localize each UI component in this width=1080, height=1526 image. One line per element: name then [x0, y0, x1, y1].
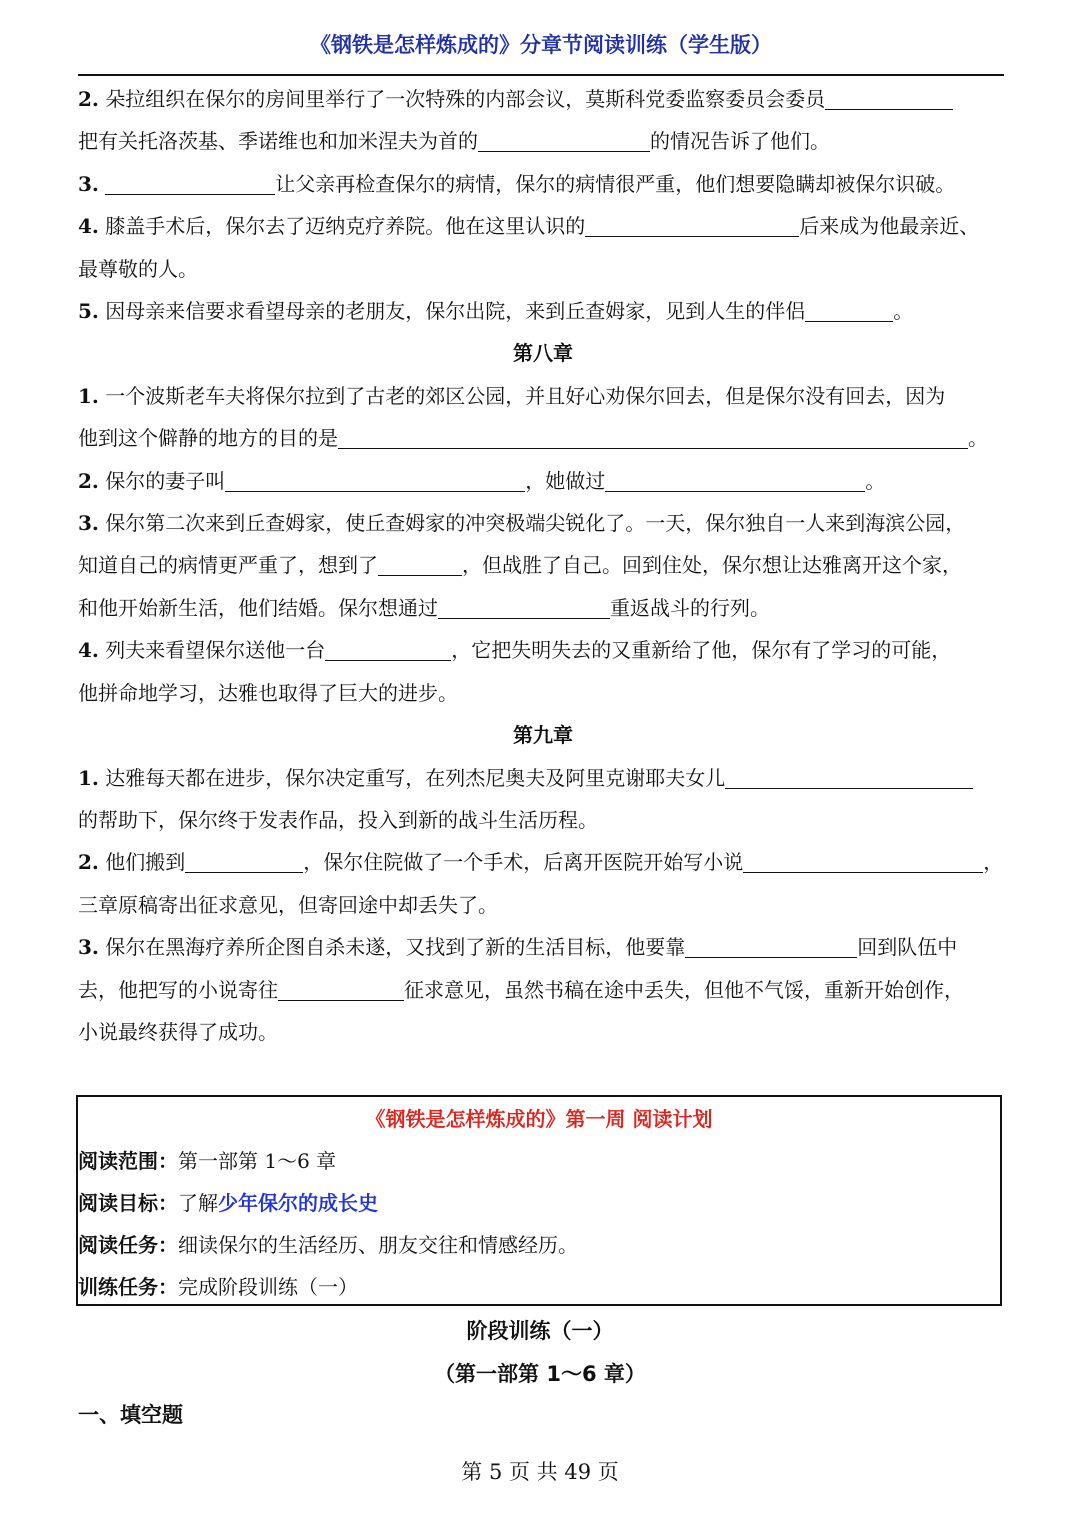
page-number: 第 5 页 共 49 页: [461, 1460, 619, 1484]
question-text: 列夫来看望保尔送他一台: [105, 638, 326, 663]
stage-title: 阶段训练（一）: [466, 1319, 614, 1343]
question-number: 1.: [78, 383, 99, 408]
question-text: 征求意见，虽然书稿在途中丢失，但他不气馁，重新开始创作，: [404, 977, 964, 1002]
answer-blank[interactable]: [825, 87, 953, 110]
question-ch7-4-cont: [78, 248, 1008, 290]
stage-subtitle: （第一部第 1～6 章）: [434, 1362, 646, 1386]
question-ch9-1: [78, 757, 1008, 799]
question-text: ，保尔住院做了一个手术，后离开医院开始写小说: [303, 850, 744, 875]
question-text: ，她做过: [525, 468, 606, 493]
question-ch9-1-cont: [78, 799, 1008, 841]
question-text: 他拼命地学习，达雅也取得了巨大的进步。: [78, 680, 458, 705]
answer-blank[interactable]: [105, 172, 275, 195]
question-ch8-3-cont: [78, 544, 1008, 586]
question-number: 2.: [78, 850, 99, 875]
question-text: 知道自己的病情更严重了，想到了: [78, 553, 378, 578]
answer-blank[interactable]: [185, 850, 303, 873]
answer-blank[interactable]: [725, 766, 973, 789]
main-content: [78, 78, 1008, 1053]
question-text: 。: [968, 426, 988, 451]
question-text: 让父亲再检查保尔的病情，保尔的病情很严重，他们想要隐瞒却被保尔识破。: [275, 171, 956, 196]
question-text: 保尔的妻子叫: [105, 468, 226, 493]
question-ch7-2: [78, 78, 1008, 120]
question-text: 去，他把写的小说寄往: [78, 977, 278, 1002]
answer-blank[interactable]: [805, 299, 893, 322]
answer-blank[interactable]: [338, 426, 968, 449]
question-ch8-3: [78, 502, 1008, 544]
question-text: 他们搬到: [105, 850, 186, 875]
question-number: 4.: [78, 638, 99, 663]
question-text: 小说最终获得了成功。: [78, 1019, 278, 1044]
question-text: 膝盖手术后，保尔去了迈纳克疗养院。他在这里认识的: [105, 214, 586, 239]
question-ch8-4: [78, 629, 1008, 671]
question-text: 保尔第二次来到丘查姆家，使丘查姆家的冲突极端尖锐化了。一天，保尔独自一人来到海滨公园，: [105, 511, 966, 536]
answer-blank[interactable]: [278, 978, 404, 1001]
question-number: 3.: [78, 935, 99, 960]
answer-blank[interactable]: [478, 129, 650, 152]
question-text: 重返战斗的行列。: [610, 595, 770, 620]
question-number: 3.: [78, 171, 99, 196]
question-text: ，它把失明失去的又重新给了他，保尔有了学习的可能，: [451, 638, 952, 663]
question-text: 后来成为他最亲近、: [799, 214, 980, 239]
question-ch9-2-cont: [78, 884, 1008, 926]
question-text: 最尊敬的人。: [78, 256, 198, 281]
question-ch8-4-cont: [78, 672, 1008, 714]
question-ch8-2: [78, 460, 1008, 502]
question-text: 因母亲来信要求看望母亲的老朋友，保尔出院，来到丘查姆家，见到人生的伴侣: [105, 299, 806, 324]
question-ch9-3-cont2: [78, 1011, 1008, 1053]
answer-blank[interactable]: [438, 596, 610, 619]
question-ch8-1-cont: [78, 417, 1008, 459]
question-text: 朵拉组织在保尔的房间里举行了一次特殊的内部会议，莫斯科党委监察委员会委员: [105, 87, 826, 111]
question-text: 他到这个僻静的地方的目的是: [78, 426, 338, 451]
question-text: 达雅每天都在进步，保尔决定重写，在列杰尼奥夫及阿里克谢耶夫女儿: [105, 765, 726, 790]
plan-label: 阅读范围：: [78, 1149, 178, 1173]
question-text: 回到队伍中: [857, 935, 958, 960]
plan-label: 阅读任务：: [78, 1233, 178, 1257]
plan-row-goal: [78, 1183, 378, 1223]
question-text: 保尔在黑海疗养所企图自杀未遂，又找到了新的生活目标，他要靠: [105, 935, 686, 960]
chapter-heading-9: 第九章: [513, 723, 573, 748]
plan-title: 《钢铁是怎样炼成的》第一周 阅读计划: [365, 1107, 713, 1131]
answer-blank[interactable]: [605, 469, 865, 492]
answer-blank[interactable]: [685, 935, 857, 958]
question-number: 3.: [78, 511, 99, 536]
plan-row-range: [78, 1141, 336, 1181]
question-text: 把有关托洛茨基、季诺维也和加米涅夫为首的: [78, 129, 478, 154]
question-text: 。: [893, 299, 914, 324]
reading-plan-box: [76, 1095, 1002, 1306]
question-text: 和他开始新生活，他们结婚。保尔想通过: [78, 595, 438, 620]
document-header: [78, 30, 1004, 76]
question-ch7-3: [78, 163, 1008, 205]
question-text: 三章原稿寄出征求意见，但寄回途中却丢失了。: [78, 892, 498, 917]
question-text: 一个波斯老车夫将保尔拉到了古老的郊区公园，并且好心劝保尔回去，但是保尔没有回去，因为: [105, 383, 946, 408]
plan-row-training: [78, 1267, 358, 1307]
question-number: 1.: [78, 765, 99, 790]
answer-blank[interactable]: [378, 553, 462, 576]
question-number: 2.: [78, 87, 99, 111]
question-ch7-5: [78, 290, 1008, 332]
question-text: ，但战胜了自己。回到住处，保尔想让达雅离开这个家，: [462, 553, 962, 578]
question-text: 。: [865, 468, 886, 493]
answer-blank[interactable]: [743, 850, 983, 873]
chapter-heading-8: 第八章: [513, 341, 573, 366]
plan-label: 训练任务：: [78, 1275, 178, 1299]
question-text: ，: [983, 850, 1004, 875]
plan-value: 细读保尔的生活经历、朋友交往和情感经历。: [178, 1233, 578, 1257]
plan-row-task: [78, 1225, 578, 1265]
plan-value: 完成阶段训练（一）: [178, 1275, 358, 1299]
plan-value: 第一部第 1～6 章: [178, 1149, 337, 1173]
question-ch9-2: [78, 841, 1008, 883]
header-title: 《钢铁是怎样炼成的》分章节阅读训练（学生版）: [310, 33, 772, 57]
section-title: 一、填空题: [78, 1403, 183, 1427]
question-ch7-4: [78, 205, 1008, 247]
answer-blank[interactable]: [585, 214, 799, 237]
answer-blank[interactable]: [325, 638, 451, 661]
question-ch9-3: [78, 926, 1008, 968]
answer-blank[interactable]: [225, 469, 525, 492]
question-ch7-2-cont: [78, 120, 1008, 162]
question-number: 4.: [78, 214, 99, 239]
question-ch8-1: [78, 375, 1008, 417]
plan-label: 阅读目标：: [78, 1191, 178, 1215]
question-text: 的帮助下，保尔终于发表作品，投入到新的战斗生活历程。: [78, 807, 598, 832]
question-number: 5.: [78, 299, 99, 324]
plan-value: 了解: [178, 1191, 218, 1215]
question-ch8-3-cont2: [78, 587, 1008, 629]
question-text: 的情况告诉了他们。: [650, 129, 830, 154]
plan-highlight: 少年保尔的成长史: [218, 1191, 378, 1215]
question-ch9-3-cont: [78, 969, 1008, 1011]
question-number: 2.: [78, 468, 99, 493]
